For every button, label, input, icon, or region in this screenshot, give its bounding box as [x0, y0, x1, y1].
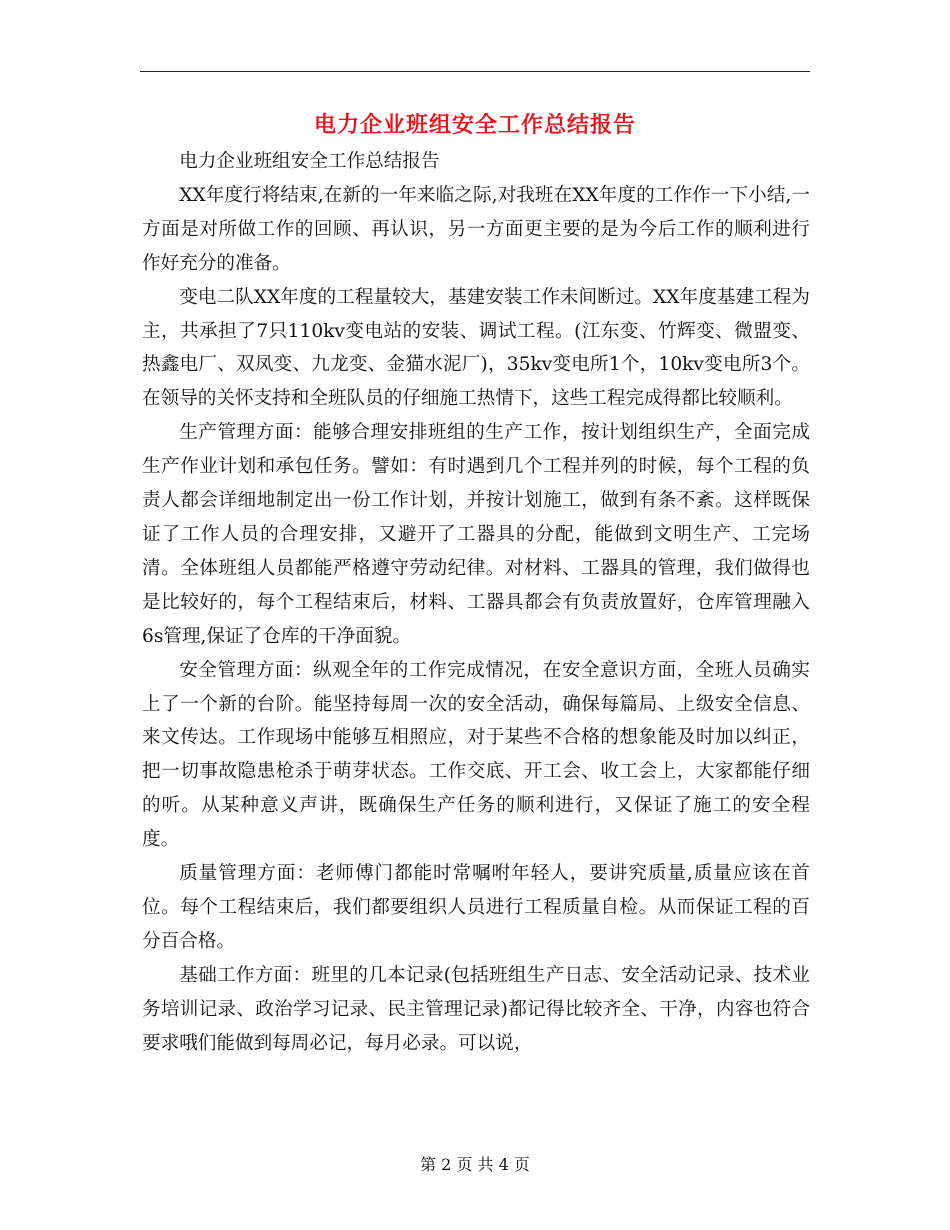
paragraph-projects: 变电二队XX年度的工程量较大，基建安装工作未间断过。XX年度基建工程为主，共承担了7只110kv变电站的安装、调试工程。(江东变、竹辉变、微盟变、热鑫电厂、双凤变、九龙变、金猫水泥厂)，35kv变电所1个，10kv变电所3个。在领导的关怀支持和全班队员的仔细施工热情下，这些工程完成得都比较顺利。 — [142, 286, 810, 410]
paragraph-intro: XX年度行将结束,在新的一年来临之际,对我班在XX年度的工作作一下小结,一方面是对所做工作的回顾、再认识，另一方面更主要的是为今后工作的顺利进行作好充分的准备。 — [142, 184, 810, 274]
document-body — [142, 145, 810, 1060]
paragraph-quality-management: 质量管理方面：老师傅门都能时常嘱咐年轻人，要讲究质量,质量应该在首位。每个工程结束后，我们都要组织人员进行工程质量自检。从而保证工程的百分百合格。 — [142, 863, 810, 952]
paragraph-basic-work: 基础工作方面：班里的几本记录(包括班组生产日志、安全活动记录、技术业务培训记录、政治学习记录、民主管理记录)都记得比较齐全、干净，内容也符合要求哦们能做到每周必记，每月必录。可以说， — [142, 964, 810, 1054]
paragraph-safety-management: 安全管理方面：纵观全年的工作完成情况，在安全意识方面，全班人员确实上了一个新的台阶。能坚持每周一次的安全活动，确保每篇局、上级安全信息、来文传达。工作现场中能够互相照应，对于某些不合格的想象能及时加以纠正，把一切事故隐患枪杀于萌芽状态。工作交底、开工会、收工会上，大家都能仔细的听。从某种意义声讲，既确保生产任务的顺利进行，又保证了施工的安全程度。 — [142, 659, 810, 851]
paragraph-subtitle: 电力企业班组安全工作总结报告 — [179, 151, 440, 172]
header-rule — [140, 71, 810, 72]
document-title: 电力企业班组安全工作总结报告 — [313, 112, 636, 138]
paragraph-production-management: 生产管理方面：能够合理安排班组的生产工作，按计划组织生产，全面完成生产作业计划和承包任务。譬如：有时遇到几个工程并列的时候，每个工程的负责人都会详细地制定出一份工作计划，并按计划施工，做到有条不紊。这样既保证了工作人员的合理安排，又避开了工器具的分配，能做到文明生产、工完场清。全体班组人员都能严格遵守劳动纪律。对材料、工器具的管理，我们做得也是比较好的，每个工程结束后，材料、工器具都会有负责放置好，仓库管理融入6s管理,保证了仓库的干净面貌。 — [142, 422, 810, 647]
page-footer: 第 2 页 共 4 页 — [420, 1155, 530, 1174]
